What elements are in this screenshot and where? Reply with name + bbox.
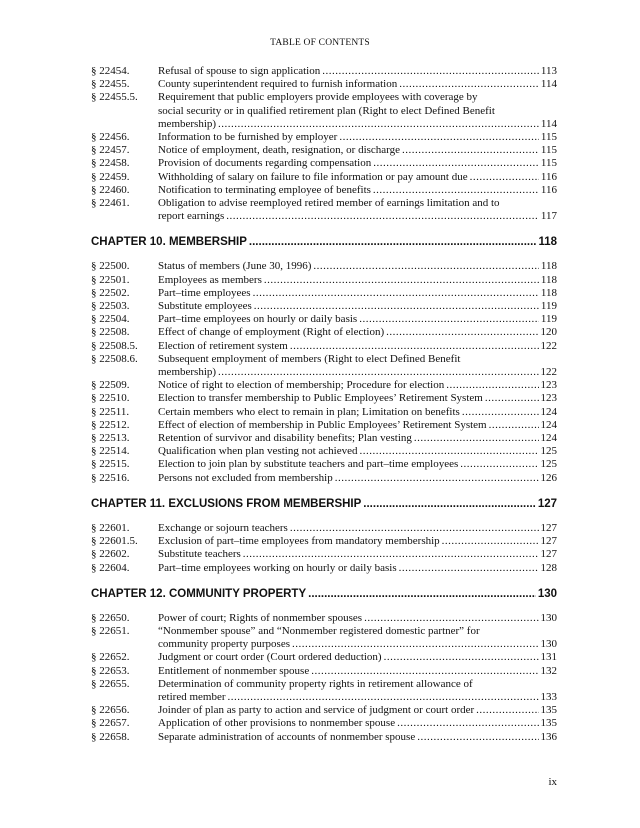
entry-title-line: Withholding of salary on failure to file information or pay amount due <box>158 170 468 183</box>
entry-title-line: Part–time employees <box>158 286 251 299</box>
dot-leader <box>249 235 537 249</box>
entry-last-line <box>158 445 557 458</box>
toc-entry <box>91 731 557 744</box>
entry-last-line <box>158 210 557 223</box>
entry-body <box>158 197 557 223</box>
dot-leader <box>485 392 539 405</box>
entry-title-line: membership) <box>158 117 217 130</box>
entry-last-line <box>158 118 557 131</box>
toc-entry <box>91 171 557 184</box>
toc-entry <box>91 445 557 458</box>
chapter-title: CHAPTER 11. EXCLUSIONS FROM MEMBERSHIP <box>91 497 362 510</box>
entry-last-line <box>158 131 557 144</box>
section-number: § 22500. <box>91 260 130 273</box>
section-number: § 22601.5. <box>91 535 138 548</box>
entry-body <box>158 419 557 432</box>
entry-title-line: Determination of community property rights in retirement allowance of <box>158 677 473 690</box>
toc-entry <box>91 651 557 664</box>
dot-leader <box>243 548 539 561</box>
entry-body <box>158 665 557 678</box>
entry-page: 120 <box>540 326 557 339</box>
section-number: § 22657. <box>91 717 130 730</box>
entry-body <box>158 340 557 353</box>
entry-title-line: Notice of employment, death, resignation, or discharge <box>158 144 401 157</box>
entry-page: 125 <box>540 445 557 458</box>
dot-leader <box>364 612 538 625</box>
dot-leader <box>417 731 538 744</box>
entry-title-line: Judgment or court order (Court ordered deduction) <box>158 651 382 664</box>
section-number: § 22501. <box>91 273 130 286</box>
entry-body <box>158 78 557 91</box>
dot-leader <box>290 522 539 535</box>
dot-leader <box>226 210 539 223</box>
entry-page: 127 <box>540 548 557 561</box>
dot-leader <box>359 445 538 458</box>
entry-title-line: Notice of right to election of membership; Procedure for election <box>158 379 445 392</box>
section-number: § 22601. <box>91 521 130 534</box>
section-number: § 22514. <box>91 445 130 458</box>
entry-title-line: Notification to terminating employee of benefits <box>158 183 371 196</box>
toc-entry <box>91 157 557 170</box>
entry-last-line <box>158 171 557 184</box>
entry-page: 113 <box>540 65 557 77</box>
entry-title-line: Entitlement of nonmember spouse <box>158 664 310 677</box>
entry-body <box>158 184 557 197</box>
section-number: § 22656. <box>91 704 130 717</box>
spacer <box>91 601 557 612</box>
dot-leader <box>399 562 539 575</box>
spacer <box>91 223 557 235</box>
entry-page: 130 <box>540 611 557 624</box>
section-number: § 22604. <box>91 561 130 574</box>
dot-leader <box>311 665 538 678</box>
entry-last-line <box>158 260 557 273</box>
entry-last-line <box>158 78 557 91</box>
section-number: § 22455.5. <box>91 91 138 104</box>
entry-title-line: Election to transfer membership to Public Employees’ Retirement System <box>158 392 483 405</box>
entry-page: 122 <box>540 339 557 352</box>
entry-page: 132 <box>540 664 557 677</box>
toc-entry <box>91 432 557 445</box>
toc-entry <box>91 717 557 730</box>
section-number: § 22516. <box>91 471 130 484</box>
entry-title-line: Retention of survivor and disability benefits; Plan vesting <box>158 432 412 445</box>
entry-body <box>158 717 557 730</box>
section-number: § 22509. <box>91 379 130 392</box>
entry-last-line <box>158 691 557 704</box>
entry-body <box>158 731 557 744</box>
entry-page: 123 <box>540 379 557 392</box>
entry-body <box>158 300 557 313</box>
entry-last-line <box>158 562 557 575</box>
entry-page: 127 <box>540 535 557 548</box>
section-number: § 22658. <box>91 730 130 743</box>
entry-last-line <box>158 326 557 339</box>
section-number: § 22508. <box>91 326 130 339</box>
entry-page: 119 <box>540 300 557 313</box>
dot-leader <box>462 406 539 419</box>
entry-page: 133 <box>540 690 557 703</box>
dot-leader <box>386 326 538 339</box>
dot-leader <box>290 340 539 353</box>
dot-leader <box>254 300 539 313</box>
entry-page: 115 <box>540 157 557 170</box>
toc-entry <box>91 300 557 313</box>
section-number: § 22458. <box>91 157 130 170</box>
section-number: § 22502. <box>91 286 130 299</box>
entry-body <box>158 131 557 144</box>
entry-body <box>158 171 557 184</box>
entry-body <box>158 522 557 535</box>
dot-leader <box>335 472 539 485</box>
entry-last-line <box>158 522 557 535</box>
entry-title-line: Status of members (June 30, 1996) <box>158 260 312 273</box>
entry-title-line: membership) <box>158 366 217 379</box>
section-number: § 22454. <box>91 65 130 77</box>
section-number: § 22510. <box>91 392 130 405</box>
entry-title-line: Requirement that public employers provide employees with coverage by <box>158 91 478 104</box>
entry-last-line <box>158 287 557 300</box>
section-number: § 22651. <box>91 624 130 637</box>
section-number: § 22650. <box>91 611 130 624</box>
entry-page: 131 <box>540 651 557 664</box>
dot-leader <box>228 691 539 704</box>
entry-title-line: Election of retirement system <box>158 339 288 352</box>
entry-last-line <box>158 717 557 730</box>
toc-entry <box>91 287 557 300</box>
entry-last-line <box>158 300 557 313</box>
entry-page: 114 <box>540 117 557 130</box>
entry-body <box>158 612 557 625</box>
toc-entry <box>91 535 557 548</box>
entry-last-line <box>158 340 557 353</box>
toc-entry <box>91 704 557 717</box>
entry-body <box>158 472 557 485</box>
toc-entry <box>91 184 557 197</box>
dot-leader <box>402 144 539 157</box>
section-number: § 22655. <box>91 677 130 690</box>
entry-title-line: Part–time employees on hourly or daily basis <box>158 313 358 326</box>
entry-title-line: retired member <box>158 690 226 703</box>
section-number: § 22504. <box>91 313 130 326</box>
dot-leader <box>363 497 536 511</box>
toc-entry <box>91 274 557 287</box>
dot-leader <box>373 184 539 197</box>
toc-entry <box>91 197 557 223</box>
section-number: § 22511. <box>91 405 130 418</box>
entry-title-line: Obligation to advise reemployed retired member of earnings limitation and to <box>158 197 500 210</box>
entry-page: 118 <box>540 286 557 299</box>
toc-entry <box>91 340 557 353</box>
dot-leader <box>322 65 539 78</box>
entry-last-line <box>158 638 557 651</box>
entry-page: 117 <box>540 210 557 223</box>
section-number: § 22653. <box>91 664 130 677</box>
entry-body <box>158 625 557 651</box>
entry-last-line <box>158 65 557 78</box>
section-number: § 22508.6. <box>91 352 138 365</box>
chapter-page: 130 <box>537 587 557 600</box>
entry-page: 125 <box>540 458 557 471</box>
chapter-title: CHAPTER 12. COMMUNITY PROPERTY <box>91 587 307 600</box>
dot-leader <box>399 78 539 91</box>
chapter-title: CHAPTER 10. MEMBERSHIP <box>91 236 247 249</box>
entry-last-line <box>158 665 557 678</box>
entry-last-line <box>158 313 557 326</box>
entry-body <box>158 379 557 392</box>
dot-leader <box>460 458 538 471</box>
toc-entry <box>91 392 557 405</box>
spacer <box>91 485 557 497</box>
entry-page: 118 <box>540 260 557 273</box>
spacer <box>91 249 557 260</box>
entry-last-line <box>158 392 557 405</box>
dot-leader <box>476 704 538 717</box>
entry-page: 122 <box>540 366 557 379</box>
section-number: § 22456. <box>91 131 130 144</box>
entry-title-line: Substitute teachers <box>158 548 241 561</box>
entry-body <box>158 65 557 78</box>
table-of-contents <box>91 65 557 744</box>
entry-title-line: County superintendent required to furnish information <box>158 78 398 91</box>
entry-body <box>158 287 557 300</box>
section-number: § 22455. <box>91 78 130 91</box>
toc-entry <box>91 78 557 91</box>
running-header: TABLE OF CONTENTS <box>270 38 370 48</box>
spacer <box>91 575 557 587</box>
entry-page: 124 <box>540 418 557 431</box>
dot-leader <box>218 118 539 131</box>
entry-page: 116 <box>540 170 557 183</box>
entry-last-line <box>158 432 557 445</box>
entry-title-line: Certain members who elect to remain in plan; Limitation on benefits <box>158 405 460 418</box>
entry-body <box>158 144 557 157</box>
entry-last-line <box>158 274 557 287</box>
entry-last-line <box>158 458 557 471</box>
entry-page: 115 <box>540 144 557 157</box>
section-number: § 22652. <box>91 651 130 664</box>
chapter-page: 127 <box>537 497 557 510</box>
dot-leader <box>446 379 538 392</box>
entry-title-line: Exclusion of part–time employees from mandatory membership <box>158 535 440 548</box>
entry-title-line: Refusal of spouse to sign application <box>158 65 321 77</box>
toc-entry <box>91 91 557 131</box>
entry-page: 123 <box>540 392 557 405</box>
entry-page: 135 <box>540 704 557 717</box>
entry-page: 119 <box>540 313 557 326</box>
entry-page: 126 <box>540 471 557 484</box>
toc-entry <box>91 678 557 704</box>
entry-body <box>158 392 557 405</box>
entry-body <box>158 458 557 471</box>
entry-title-line: Employees as members <box>158 273 262 286</box>
entry-last-line <box>158 704 557 717</box>
dot-leader <box>264 274 539 287</box>
dot-leader <box>218 366 538 379</box>
dot-leader <box>373 157 539 170</box>
entry-title-line: Information to be furnished by employer <box>158 131 338 144</box>
section-number: § 22513. <box>91 432 130 445</box>
entry-last-line <box>158 406 557 419</box>
entry-body <box>158 548 557 561</box>
entry-title-line: Effect of election of membership in Public Employees’ Retirement System <box>158 418 487 431</box>
toc-entry <box>91 419 557 432</box>
section-number: § 22515. <box>91 458 130 471</box>
entry-last-line <box>158 144 557 157</box>
entry-last-line <box>158 731 557 744</box>
chapter-heading <box>91 497 557 511</box>
entry-page: 116 <box>540 183 557 196</box>
page-number: ix <box>548 776 557 788</box>
entry-page: 135 <box>540 717 557 730</box>
toc-entry <box>91 562 557 575</box>
entry-last-line <box>158 184 557 197</box>
section-number: § 22460. <box>91 183 130 196</box>
entry-last-line <box>158 366 557 379</box>
entry-title-line: report earnings <box>158 210 225 223</box>
entry-body <box>158 535 557 548</box>
entry-title-line: Provision of documents regarding compensation <box>158 157 372 170</box>
toc-entry <box>91 548 557 561</box>
toc-entry <box>91 406 557 419</box>
entry-title-line: Part–time employees working on hourly or daily basis <box>158 561 397 574</box>
toc-entry <box>91 379 557 392</box>
dot-leader <box>339 131 539 144</box>
entry-page: 118 <box>540 273 557 286</box>
entry-last-line <box>158 379 557 392</box>
entry-title-line: Substitute employees <box>158 300 252 313</box>
toc-entry <box>91 131 557 144</box>
entry-body <box>158 651 557 664</box>
entry-title-line: Effect of change of employment (Right of election) <box>158 326 385 339</box>
chapter-page: 118 <box>538 236 557 249</box>
entry-last-line <box>158 651 557 664</box>
toc-entry <box>91 612 557 625</box>
dot-leader <box>442 535 539 548</box>
section-number: § 22512. <box>91 418 130 431</box>
dot-leader <box>384 651 539 664</box>
toc-entry <box>91 326 557 339</box>
entry-last-line <box>158 535 557 548</box>
entry-body <box>158 562 557 575</box>
entry-body <box>158 157 557 170</box>
entry-page: 127 <box>540 521 557 534</box>
entry-body <box>158 406 557 419</box>
entry-page: 124 <box>540 432 557 445</box>
entry-title-line: Exchange or sojourn teachers <box>158 521 288 534</box>
entry-body <box>158 274 557 287</box>
entry-body <box>158 678 557 704</box>
entry-title-line: Application of other provisions to nonmember spouse <box>158 717 396 730</box>
entry-body <box>158 445 557 458</box>
spacer <box>91 511 557 522</box>
entry-title-line: Qualification when plan vesting not achieved <box>158 445 358 458</box>
dot-leader <box>489 419 539 432</box>
entry-last-line <box>158 157 557 170</box>
entry-title-line: Separate administration of accounts of nonmember spouse <box>158 730 416 743</box>
toc-entry <box>91 65 557 78</box>
section-number: § 22461. <box>91 197 130 210</box>
toc-entry <box>91 665 557 678</box>
toc-entry <box>91 522 557 535</box>
entry-page: 124 <box>540 405 557 418</box>
dot-leader <box>253 287 539 300</box>
toc-entry <box>91 625 557 651</box>
entry-last-line <box>158 612 557 625</box>
entry-page: 130 <box>540 638 557 651</box>
entry-page: 115 <box>540 131 557 144</box>
dot-leader <box>470 171 539 184</box>
entry-title-line: Election to join plan by substitute teachers and part–time employees <box>158 458 459 471</box>
entry-body <box>158 326 557 339</box>
entry-last-line <box>158 472 557 485</box>
entry-body <box>158 91 557 131</box>
toc-entry <box>91 313 557 326</box>
dot-leader <box>308 587 536 601</box>
dot-leader <box>313 260 539 273</box>
entry-body <box>158 704 557 717</box>
dot-leader <box>414 432 539 445</box>
entry-title-line: “Nonmember spouse” and “Nonmember registered domestic partner” for <box>158 624 480 637</box>
section-number: § 22602. <box>91 548 130 561</box>
toc-entry <box>91 353 557 379</box>
section-number: § 22503. <box>91 300 130 313</box>
dot-leader <box>397 717 538 730</box>
section-number: § 22508.5. <box>91 339 138 352</box>
entry-last-line <box>158 419 557 432</box>
section-number: § 22459. <box>91 170 130 183</box>
entry-title-line: community property purposes <box>158 638 290 651</box>
chapter-heading <box>91 235 557 249</box>
toc-entry <box>91 458 557 471</box>
dot-leader <box>292 638 539 651</box>
entry-body <box>158 313 557 326</box>
toc-entry <box>91 144 557 157</box>
entry-body <box>158 260 557 273</box>
chapter-heading <box>91 587 557 601</box>
toc-entry <box>91 260 557 273</box>
entry-body <box>158 353 557 379</box>
entry-page: 136 <box>540 730 557 743</box>
entry-page: 114 <box>540 78 557 91</box>
entry-last-line <box>158 548 557 561</box>
entry-page: 128 <box>540 561 557 574</box>
toc-entry <box>91 472 557 485</box>
dot-leader <box>359 313 539 326</box>
entry-body <box>158 432 557 445</box>
entry-title-line: Persons not excluded from membership <box>158 471 333 484</box>
entry-title-line: Power of court; Rights of nonmember spouses <box>158 611 363 624</box>
section-number: § 22457. <box>91 144 130 157</box>
entry-title-line: Subsequent employment of members (Right to elect Defined Benefit <box>158 352 461 365</box>
entry-title-line: Joinder of plan as party to action and service of judgment or court order <box>158 704 475 717</box>
entry-title-line: social security or in qualified retirement plan (Right to elect Defined Benefit <box>158 104 495 117</box>
